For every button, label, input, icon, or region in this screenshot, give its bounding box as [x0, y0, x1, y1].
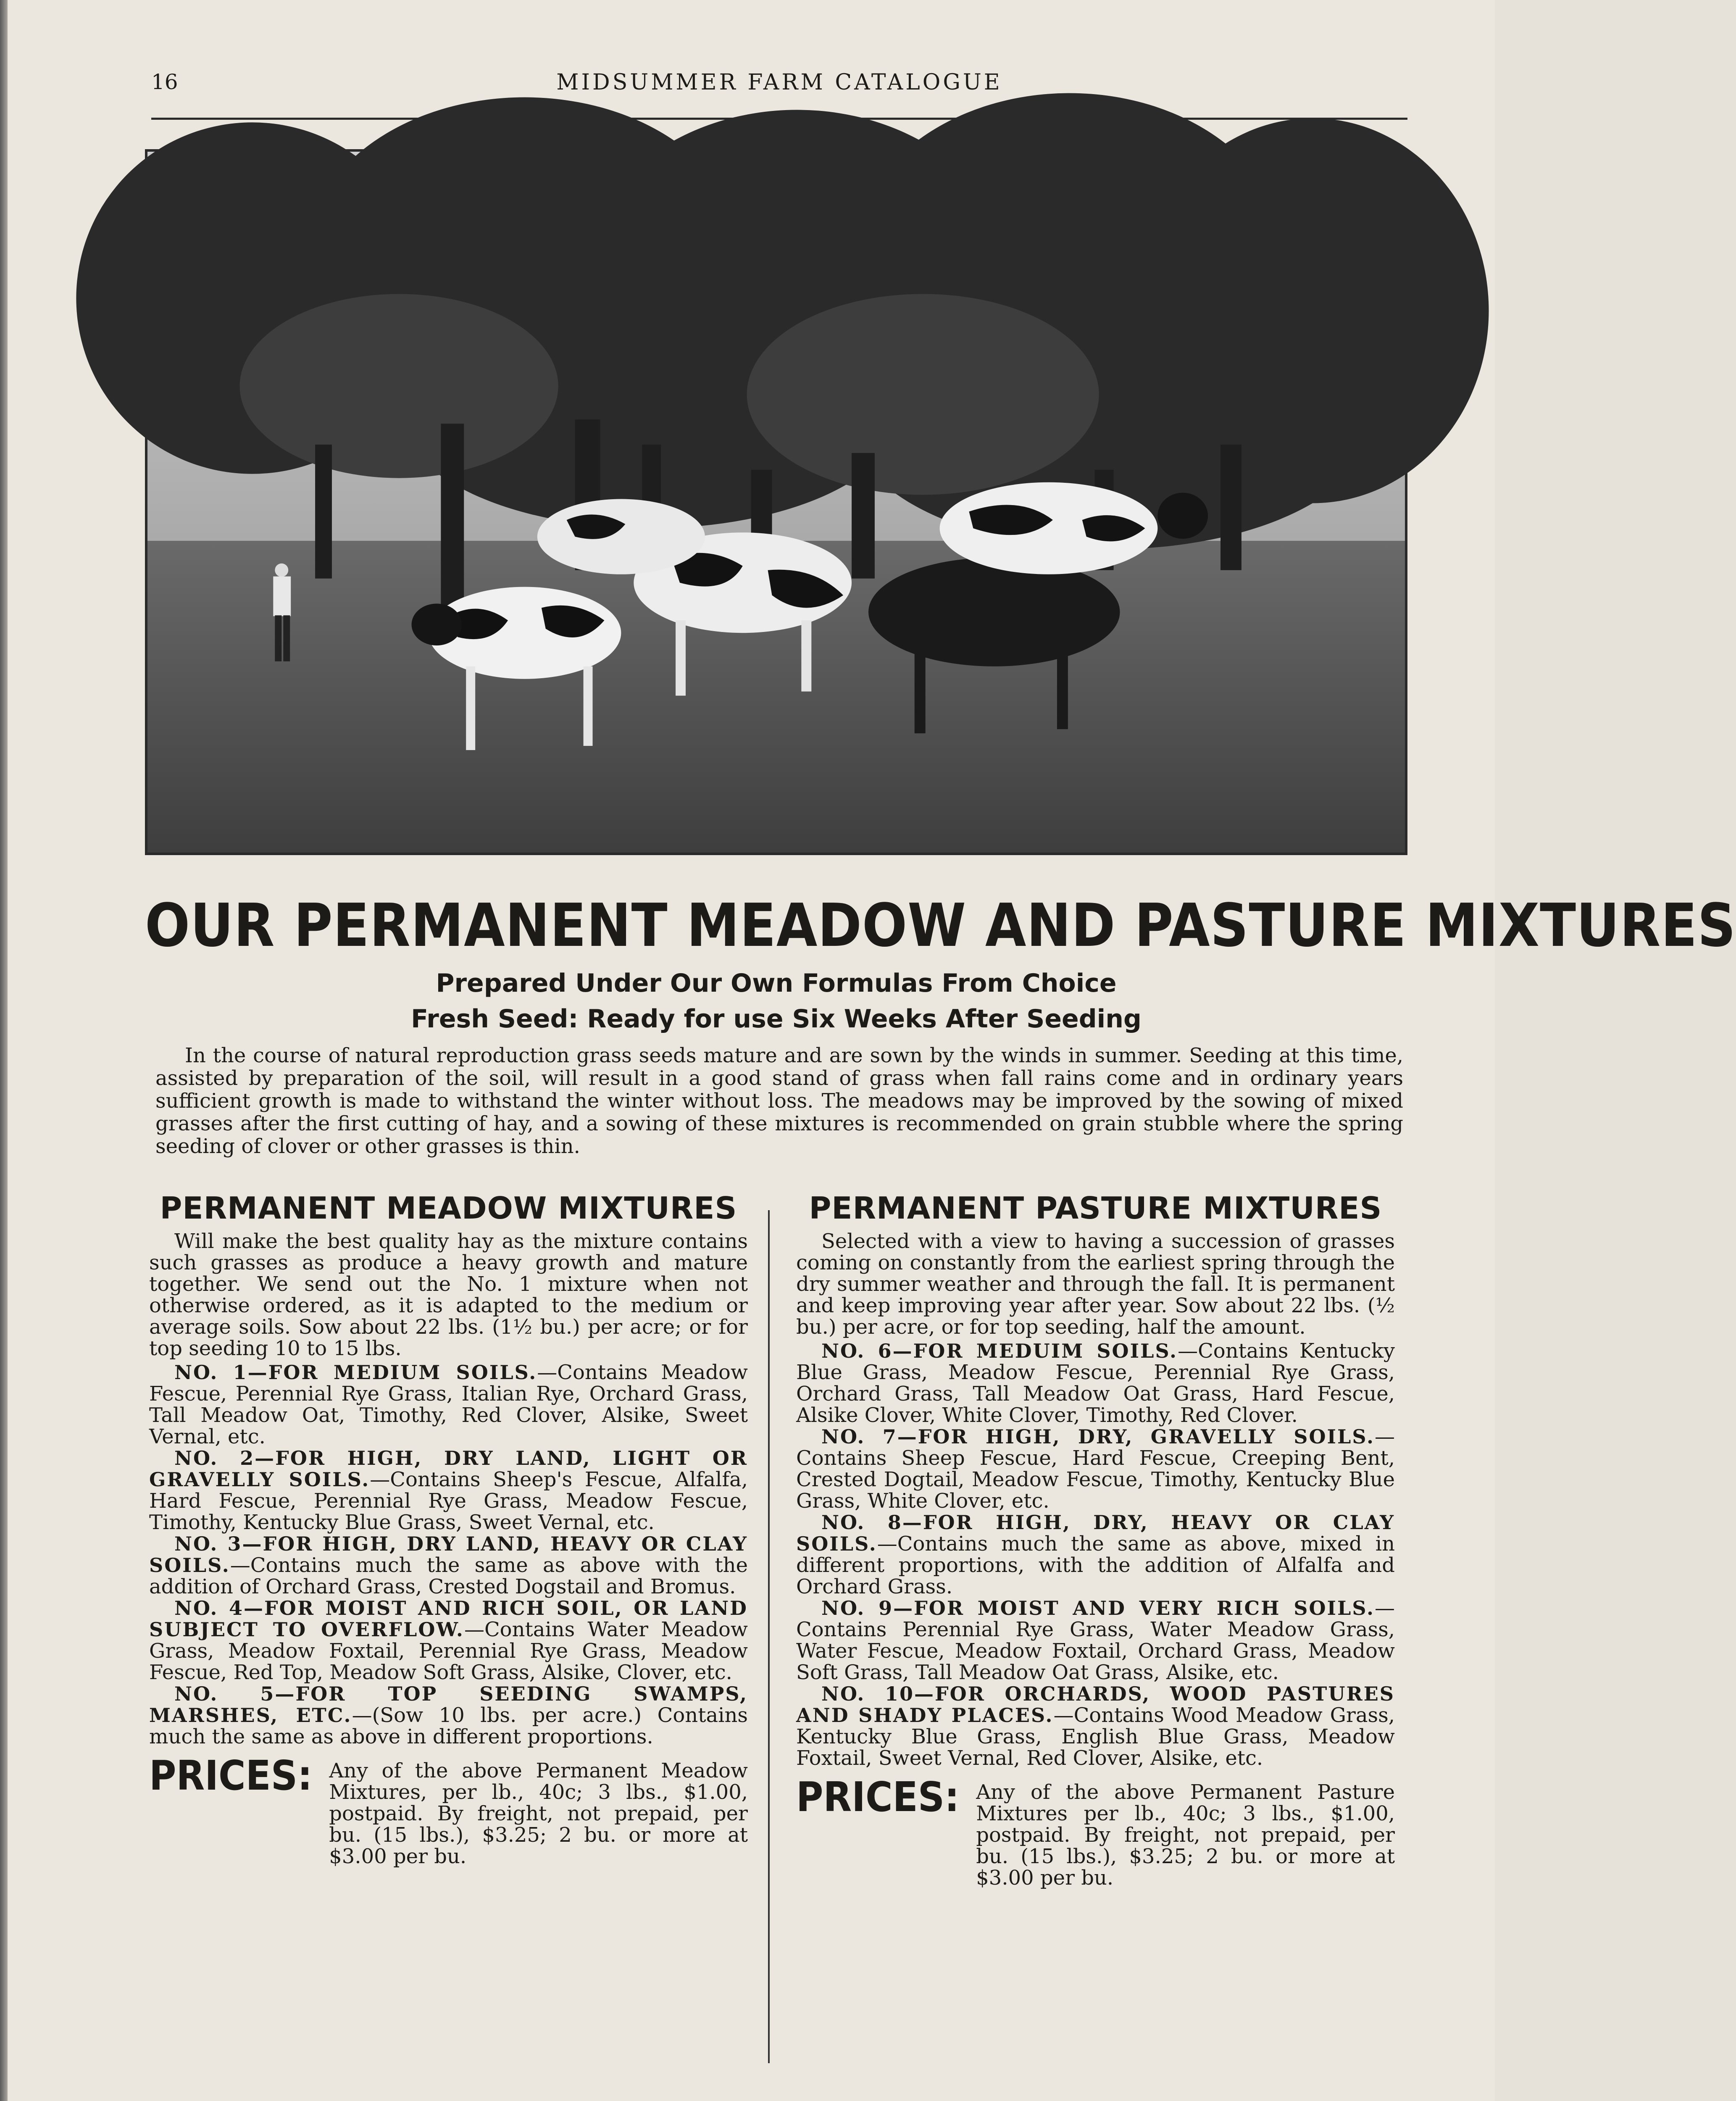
mixture-text: —Contains much the same as above, mixed in different proportions, with the addition of Alfalfa and Orchard Grass. [796, 1532, 1395, 1598]
meadow-mixture [149, 1448, 748, 1533]
column-divider [768, 1210, 770, 2063]
pasture-heading: PERMANENT PASTURE MIXTURES [809, 1190, 1382, 1226]
mixture-title: NO. 1—FOR MEDIUM SOILS. [174, 1361, 537, 1384]
pasture-intro: Selected with a view to having a succession of grasses coming on constantly from the earliest spring through the dry summer weather and through the fall. It is permanent and keep improving year after year. Sow about 22 lbs. (½ bu.) per acre, or for top seeding, half the amount. [796, 1230, 1395, 1339]
mixture-title: NO. 5—FOR TOP SEEDING SWAMPS, MARSHES, ETC. [149, 1682, 748, 1727]
prices-label: PRICES: [149, 1751, 313, 1799]
mixture-text: —Contains much the same as above with the addition of Orchard Grass, Crested Dogstail and Bromus. [149, 1553, 748, 1598]
meadow-mixture [149, 1533, 748, 1598]
mixture-title: NO. 6—FOR MEDUIM SOILS. [821, 1340, 1178, 1362]
page-title: OUR PERMANENT MEADOW AND PASTURE MIXTURES [145, 891, 1736, 960]
mixture-text: —Contains Perennial Rye Grass, Water Meadow Grass, Water Fescue, Meadow Foxtail, Orchard Grass, Meadow Soft Grass, Tall Meadow Oat Grass, Alsike, etc. [796, 1596, 1395, 1684]
mixture-text: —Contains Sheep's Fescue, Alfalfa, Hard Fescue, Perennial Rye Grass, Meadow Fescue, Timothy, Kentucky Blue Grass, Sweet Vernal, etc. [149, 1468, 748, 1534]
mixture-title: NO. 3—FOR HIGH, DRY LAND, HEAVY OR CLAY SOILS. [149, 1532, 748, 1577]
meadow-mixture [149, 1598, 748, 1683]
pasture-mixture [796, 1598, 1395, 1683]
mixture-text: —Contains Meadow Fescue, Perennial Rye Grass, Italian Rye, Orchard Grass, Tall Meadow Oat, Timothy, Red Clover, Alsike, Sweet Vernal, etc. [149, 1361, 748, 1448]
mixture-title: NO. 7—FOR HIGH, DRY, GRAVELLY SOILS. [821, 1425, 1375, 1448]
pasture-mixture [796, 1512, 1395, 1598]
pasture-mixture [796, 1340, 1395, 1426]
prices-text: Any of the above Permanent Meadow Mixtures, per lb., 40c; 3 lbs., $1.00, postpaid. By freight, not prepaid, per bu. (15 lbs.), $3.25; 2 bu. or more at $3.00 per bu. [329, 1759, 748, 1868]
mixture-title: NO. 4—FOR MOIST AND RICH SOIL, OR LAND SUBJECT TO OVERFLOW. [149, 1597, 748, 1641]
mixture-text: —Contains Wood Meadow Grass, Kentucky Blue Grass, English Blue Grass, Meadow Foxtail, Sweet Vernal, Red Clover, Alsike, etc. [796, 1703, 1395, 1770]
mixture-text: —Contains Sheep Fescue, Hard Fescue, Creeping Bent, Crested Dogtail, Meadow Fescue, Timothy, Kentucky Blue Grass, White Clover, etc. [796, 1425, 1395, 1513]
meadow-heading: PERMANENT MEADOW MIXTURES [160, 1190, 737, 1226]
cattle-pasture-photo [145, 149, 1407, 855]
meadow-intro: Will make the best quality hay as the mixture contains such grasses as produce a heavy growth and mature together. We send out the No. 1 mixture when not otherwise ordered, as it is adapted to the medium or average soils. Sow about 22 lbs. (1½ bu.) per acre; or for top seeding 10 to 15 lbs. [149, 1230, 748, 1360]
meadow-mixture [149, 1362, 748, 1448]
mixture-title: NO. 8—FOR HIGH, DRY, HEAVY OR CLAY SOILS. [796, 1511, 1395, 1555]
mixture-text: —Contains Water Meadow Grass, Meadow Foxtail, Perennial Rye Grass, Meadow Fescue, Red Top, Meadow Soft Grass, Alsike, Clover, etc. [149, 1618, 748, 1684]
running-title: MIDSUMMER FARM CATALOGUE [556, 70, 1002, 95]
subtitle-line-1: Prepared Under Our Own Formulas From Choice [436, 969, 1117, 998]
page-number: 16 [151, 70, 178, 94]
pasture-prices [796, 1773, 1395, 1890]
prices-text: Any of the above Permanent Pasture Mixtures per lb., 40c; 3 lbs., $1.00, postpaid. By freight, not prepaid, per bu. (15 lbs.), $3.25; 2 bu. or more at $3.00 per bu. [976, 1780, 1395, 1890]
mixture-title: NO. 2—FOR HIGH, DRY LAND, LIGHT OR GRAVELLY SOILS. [149, 1447, 748, 1491]
meadow-prices [149, 1751, 748, 1868]
meadow-mixture [149, 1683, 748, 1748]
mixture-text: —(Sow 10 lbs. per acre.) Contains much the same as above in different proportions. [149, 1703, 748, 1748]
prices-label: PRICES: [796, 1773, 960, 1821]
pasture-mixture [796, 1426, 1395, 1512]
cattle-pasture-photo-icon [147, 152, 1405, 853]
intro-paragraph: In the course of natural reproduction grass seeds mature and are sown by the winds in summer. Seeding at this time, assisted by preparation of the soil, will result in a good stand of grass when fall rains come and in ordinary years sufficient growth is made to withstand the winter without loss. The meadows may be improved by the sowing of mixed grasses after the first cutting of hay, and a sowing of these mixtures is recommended on grain stubble where the spring seeding of clover or other grasses is thin. [155, 1044, 1403, 1158]
pasture-column [796, 1190, 1395, 1890]
mixture-text: —Contains Kentucky Blue Grass, Meadow Fescue, Perennial Rye Grass, Orchard Grass, Tall Meadow Oat Grass, Hard Fescue, Alsike Clover, White Clover, Timothy, Red Clover. [796, 1339, 1395, 1427]
meadow-column [149, 1190, 748, 1868]
subtitle-line-2: Fresh Seed: Ready for use Six Weeks After Seeding [411, 1004, 1142, 1034]
mixture-title: NO. 10—FOR ORCHARDS, WOOD PASTURES AND SHADY PLACES. [796, 1682, 1395, 1727]
pasture-mixture [796, 1683, 1395, 1769]
mixture-title: NO. 9—FOR MOIST AND VERY RICH SOILS. [821, 1597, 1375, 1619]
